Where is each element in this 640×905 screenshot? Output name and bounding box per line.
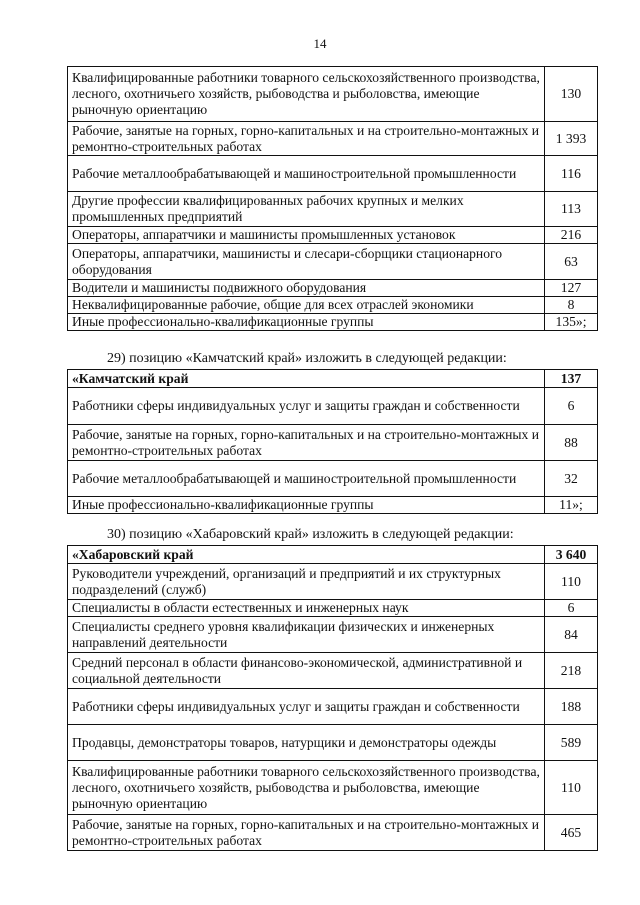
table-row	[68, 564, 598, 600]
row-label: Специалисты в области естественных и инженерных наук	[68, 600, 545, 617]
row-label: Рабочие, занятые на горных, горно-капитальных и на строительно-монтажных и ремонтно-строительных работах	[68, 815, 545, 851]
row-label: Рабочие, занятые на горных, горно-капитальных и на строительно-монтажных и ремонтно-строительных работах	[68, 425, 545, 461]
row-value: 216	[545, 227, 598, 244]
khabarovsk-table	[67, 545, 598, 851]
row-label: Рабочие металлообрабатывающей и машиностроительной промышленности	[68, 156, 545, 192]
row-label: Операторы, аппаратчики и машинисты промышленных установок	[68, 227, 545, 244]
table-row	[68, 314, 598, 331]
row-value: 32	[545, 461, 598, 497]
row-value: 130	[545, 67, 598, 122]
row-label: Руководители учреждений, организаций и предприятий и их структурных подразделений (служб)	[68, 564, 545, 600]
row-label: Водители и машинисты подвижного оборудования	[68, 280, 545, 297]
row-label: Неквалифицированные рабочие, общие для всех отраслей экономики	[68, 297, 545, 314]
page-number: 14	[313, 36, 327, 51]
row-value: 465	[545, 815, 598, 851]
table-row	[68, 600, 598, 617]
row-value: 110	[545, 564, 598, 600]
table-header-row	[68, 546, 598, 564]
row-label: Рабочие, занятые на горных, горно-капитальных и на строительно-монтажных и ремонтно-строительных работах	[68, 122, 545, 156]
row-value: 110	[545, 761, 598, 815]
row-value: 116	[545, 156, 598, 192]
row-value: 589	[545, 725, 598, 761]
table-header-row	[68, 370, 598, 388]
row-label: Работники сферы индивидуальных услуг и защиты граждан и собственности	[68, 689, 545, 725]
kamchatka-table-container	[67, 369, 598, 514]
row-value: 113	[545, 192, 598, 227]
row-label: Рабочие металлообрабатывающей и машиностроительной промышленности	[68, 461, 545, 497]
table-row	[68, 280, 598, 297]
row-label: Другие профессии квалифицированных рабочих крупных и мелких промышленных предприятий	[68, 192, 545, 227]
table-row	[68, 192, 598, 227]
row-label: Работники сферы индивидуальных услуг и защиты граждан и собственности	[68, 388, 545, 425]
row-label: Продавцы, демонстраторы товаров, натурщики и демонстраторы одежды	[68, 725, 545, 761]
row-value: 11»;	[545, 497, 598, 514]
region-name: «Камчатский край	[68, 370, 545, 388]
table-row	[68, 761, 598, 815]
region-total: 137	[545, 370, 598, 388]
kamchatka-table	[67, 369, 598, 514]
khabarovsk-table-container	[67, 545, 598, 851]
row-label: Квалифицированные работники товарного сельскохозяйственного производства, лесного, охотничьего хозяйств, рыбоводства и рыболовства, имеющие рыночную ориентацию	[68, 67, 545, 122]
table-row	[68, 388, 598, 425]
row-label: Операторы, аппаратчики, машинисты и слесари-сборщики стационарного оборудования	[68, 244, 545, 280]
top-table-container	[67, 66, 598, 331]
section-heading-khabarovsk: 30) позицию «Хабаровский край» изложить в следующей редакции:	[107, 527, 514, 542]
row-value: 8	[545, 297, 598, 314]
row-value: 1 393	[545, 122, 598, 156]
table-row	[68, 244, 598, 280]
region-name: «Хабаровский край	[68, 546, 545, 564]
row-value: 88	[545, 425, 598, 461]
section-heading-kamchatka: 29) позицию «Камчатский край» изложить в следующей редакции:	[107, 351, 507, 366]
row-value: 84	[545, 617, 598, 653]
table-row	[68, 725, 598, 761]
row-label: Иные профессионально-квалификационные группы	[68, 497, 545, 514]
row-value: 6	[545, 600, 598, 617]
row-value: 127	[545, 280, 598, 297]
table-row	[68, 122, 598, 156]
table-row	[68, 425, 598, 461]
row-value: 188	[545, 689, 598, 725]
table-row	[68, 497, 598, 514]
table-row	[68, 461, 598, 497]
row-value: 6	[545, 388, 598, 425]
row-value: 218	[545, 653, 598, 689]
row-label: Специалисты среднего уровня квалификации физических и инженерных направлений деятельности	[68, 617, 545, 653]
table-row	[68, 227, 598, 244]
row-label: Средний персонал в области финансово-экономической, административной и социальной деятельности	[68, 653, 545, 689]
table-row	[68, 156, 598, 192]
row-label: Иные профессионально-квалификационные группы	[68, 314, 545, 331]
row-value: 63	[545, 244, 598, 280]
table-row	[68, 67, 598, 122]
region-total: 3 640	[545, 546, 598, 564]
table-row	[68, 815, 598, 851]
table-row	[68, 297, 598, 314]
row-label: Квалифицированные работники товарного сельскохозяйственного производства, лесного, охотничьего хозяйств, рыбоводства и рыболовства, имеющие рыночную ориентацию	[68, 761, 545, 815]
table-row	[68, 689, 598, 725]
top-table	[67, 66, 598, 331]
table-row	[68, 617, 598, 653]
row-value: 135»;	[545, 314, 598, 331]
table-row	[68, 653, 598, 689]
